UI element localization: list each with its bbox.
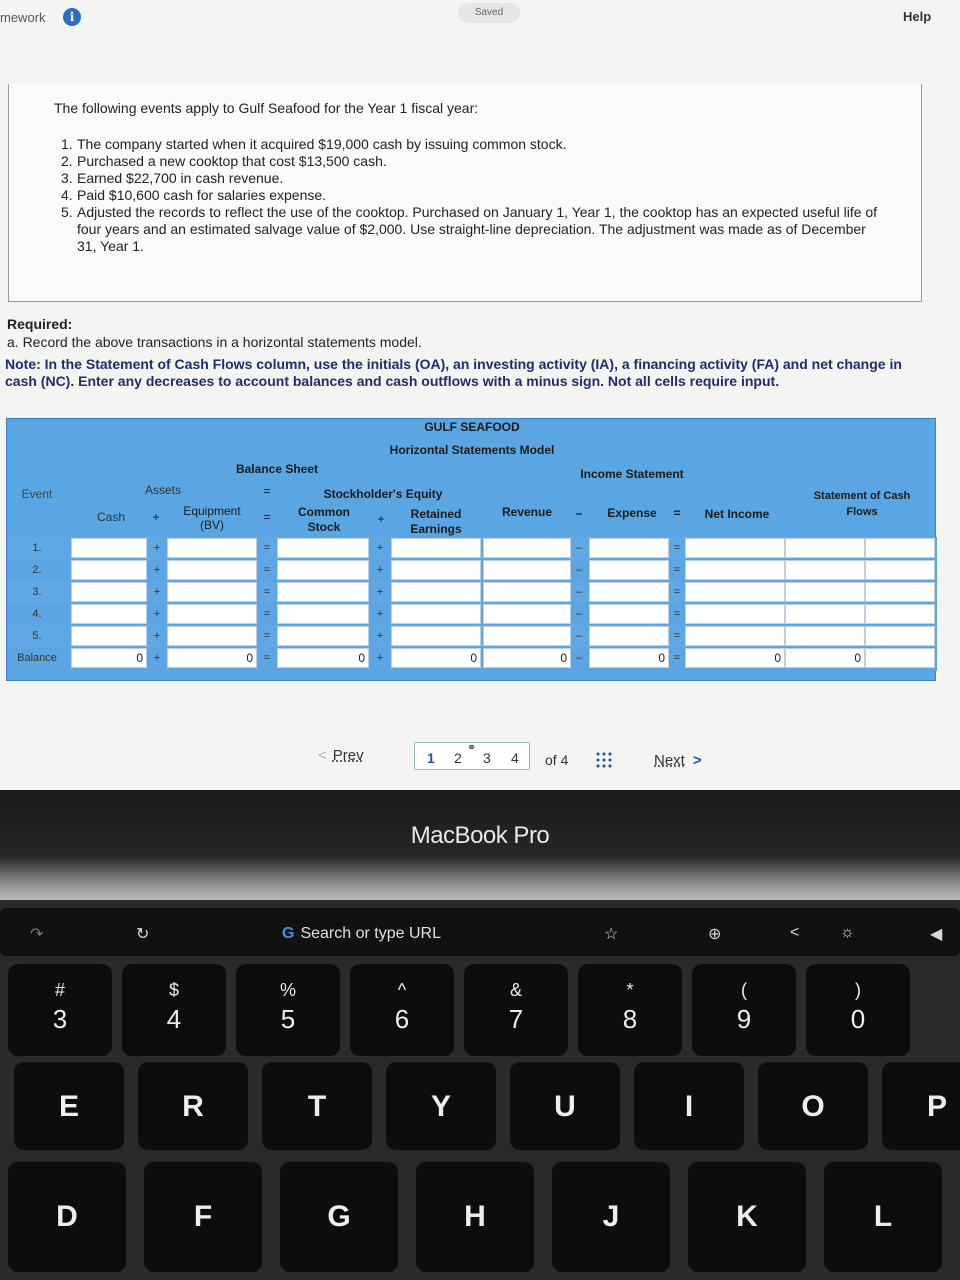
plus-sign: + <box>152 510 160 524</box>
input-retained-earnings[interactable] <box>391 538 481 558</box>
plus-sign: + <box>153 630 161 642</box>
key-l[interactable]: L <box>824 1162 942 1272</box>
input-cash-flows-type[interactable] <box>865 560 935 580</box>
input-retained-earnings[interactable] <box>391 582 481 602</box>
key-5[interactable]: % 5 <box>236 964 340 1056</box>
link-icon: ⚭ <box>467 742 477 754</box>
input-equipment[interactable] <box>167 582 257 602</box>
equals-sign: = <box>263 608 271 620</box>
info-icon[interactable]: i <box>63 8 81 26</box>
input-net-income[interactable] <box>685 626 785 646</box>
plus-sign: + <box>153 564 161 576</box>
key-0[interactable]: ) 0 <box>806 964 910 1056</box>
key-d[interactable]: D <box>8 1162 126 1272</box>
expense-header: Expense <box>607 506 657 520</box>
input-cash-flows-type[interactable] <box>865 582 935 602</box>
plus-sign: + <box>376 542 384 554</box>
balance-retained-earnings: 0 <box>391 648 481 668</box>
key-y[interactable]: Y <box>386 1062 496 1150</box>
key-j[interactable]: J <box>552 1162 670 1272</box>
equals-sign: = <box>263 484 271 498</box>
touchbar-url[interactable]: G Search or type URL <box>282 925 441 942</box>
input-common-stock[interactable] <box>277 604 369 624</box>
key-6[interactable]: ^ 6 <box>350 964 454 1056</box>
input-cash-flows-amount[interactable] <box>785 560 865 580</box>
equals-sign: = <box>263 564 271 576</box>
balance-expense: 0 <box>589 648 669 668</box>
plus-sign: + <box>376 608 384 620</box>
touch-bar[interactable] <box>0 908 960 956</box>
event-item: 1. The company started when it acquired $19,000 cash by issuing common stock. <box>61 136 567 152</box>
input-cash[interactable] <box>71 560 147 580</box>
volume-icon[interactable]: ◀ <box>930 926 943 943</box>
input-net-income[interactable] <box>685 604 785 624</box>
common-stock-header-1: Common <box>298 505 350 519</box>
saved-status-badge: Saved <box>458 3 520 23</box>
input-revenue[interactable] <box>483 538 571 558</box>
question-intro: The following events apply to Gulf Seafood for the Year 1 fiscal year: <box>54 100 479 116</box>
minus-sign: – <box>575 506 583 520</box>
minus-sign: – <box>575 564 583 576</box>
plus-sign: + <box>376 652 384 664</box>
plus-sign: + <box>153 608 161 620</box>
equals-sign: = <box>673 608 681 620</box>
key-r[interactable]: R <box>138 1062 248 1150</box>
macbook-label: MacBook Pro <box>410 822 550 849</box>
input-revenue[interactable] <box>483 582 571 602</box>
company-name: GULF SEAFOOD <box>424 420 520 434</box>
input-cash-flows-type[interactable] <box>865 626 935 646</box>
prev-button[interactable]: < Prev <box>318 747 364 764</box>
equals-sign: = <box>673 542 681 554</box>
reload-icon[interactable]: ↻ <box>136 926 150 943</box>
arrow-icon: ↷ <box>30 926 44 943</box>
key-g[interactable]: G <box>280 1162 398 1272</box>
input-common-stock[interactable] <box>277 582 369 602</box>
event-item: 4. Paid $10,600 cash for salaries expense. <box>61 187 327 203</box>
plus-sign: + <box>376 564 384 576</box>
help-link[interactable]: Help <box>903 9 932 24</box>
input-revenue[interactable] <box>483 560 571 580</box>
input-net-income[interactable] <box>685 582 785 602</box>
minus-sign: – <box>575 608 583 620</box>
input-expense[interactable] <box>589 582 669 602</box>
model-subtitle: Horizontal Statements Model <box>389 443 555 457</box>
equals-sign: = <box>673 506 681 520</box>
event-row-label: 1. <box>32 542 42 554</box>
plus-sign: + <box>153 652 161 664</box>
balance-common-stock: 0 <box>277 648 369 668</box>
net-income-header: Net Income <box>704 507 770 521</box>
minus-sign: – <box>575 652 583 664</box>
page-link[interactable]: 2 <box>454 750 462 766</box>
minus-sign: – <box>575 542 583 554</box>
key-9[interactable]: ( 9 <box>692 964 796 1056</box>
key-4[interactable]: $ 4 <box>122 964 226 1056</box>
input-cash[interactable] <box>71 626 147 646</box>
balance-sheet-header: Balance Sheet <box>235 462 319 476</box>
chevron-left-icon[interactable]: < <box>790 924 800 941</box>
google-icon: G <box>282 925 295 942</box>
retained-earnings-header-1: Retained <box>410 507 462 521</box>
revenue-header: Revenue <box>501 505 553 519</box>
key-h[interactable]: H <box>416 1162 534 1272</box>
assets-header: Assets <box>144 483 181 497</box>
star-icon[interactable]: ☆ <box>604 926 619 943</box>
homework-title: mework <box>0 10 46 25</box>
equals-sign: = <box>673 652 681 664</box>
minus-sign: – <box>575 586 583 598</box>
event-row-label: 4. <box>32 608 42 620</box>
required-label: Required: <box>7 316 73 332</box>
part-a-instruction: a. Record the above transactions in a horizontal statements model. <box>7 334 422 350</box>
plus-sign: + <box>376 630 384 642</box>
plus-sign: + <box>153 586 161 598</box>
input-retained-earnings[interactable] <box>391 626 481 646</box>
event-item: 5. Adjusted the records to reflect the use of the cooktop. Purchased on January 1, Year 1, the cooktop has an expected useful life of four years and an estimated salvage value of $2,000. Use straight-line depreciation. The adjustment was made as of December 31, Year 1. <box>61 204 878 254</box>
chevron-left-icon: < <box>318 747 327 764</box>
horizontal-statements-model <box>6 418 936 681</box>
input-equipment[interactable] <box>167 604 257 624</box>
key-t[interactable]: T <box>262 1062 372 1150</box>
input-equipment[interactable] <box>167 626 257 646</box>
income-statement-header: Income Statement <box>580 467 684 481</box>
input-equipment[interactable] <box>167 538 257 558</box>
input-cash-flows-amount[interactable] <box>785 582 865 602</box>
event-header: Event <box>21 487 53 501</box>
equals-sign: = <box>263 630 271 642</box>
event-row-label: 5. <box>32 630 42 642</box>
key-o[interactable]: O <box>758 1062 868 1150</box>
key-8[interactable]: * 8 <box>578 964 682 1056</box>
balance-revenue: 0 <box>483 648 571 668</box>
input-cash[interactable] <box>71 538 147 558</box>
equals-sign: = <box>673 564 681 576</box>
input-equipment[interactable] <box>167 560 257 580</box>
input-common-stock[interactable] <box>277 560 369 580</box>
input-net-income[interactable] <box>685 538 785 558</box>
common-stock-header-2: Stock <box>307 520 341 534</box>
input-expense[interactable] <box>589 604 669 624</box>
cash-header: Cash <box>96 510 125 524</box>
equals-sign: = <box>263 510 271 524</box>
balance-cash-flows-amount: 0 <box>785 648 865 668</box>
chevron-right-icon: > <box>692 752 702 769</box>
page-link[interactable]: 3 <box>483 750 491 766</box>
input-expense[interactable] <box>589 538 669 558</box>
event-item: 2. Purchased a new cooktop that cost $13,500 cash. <box>61 153 387 169</box>
key-u[interactable]: U <box>510 1062 620 1150</box>
input-cash-flows-amount[interactable] <box>785 626 865 646</box>
input-expense[interactable] <box>589 560 669 580</box>
event-row-label: 2. <box>32 564 42 576</box>
equals-sign: = <box>263 542 271 554</box>
equals-sign: = <box>673 630 681 642</box>
page-selector <box>414 742 530 770</box>
input-cash-flows-amount[interactable] <box>785 604 865 624</box>
input-common-stock[interactable] <box>277 626 369 646</box>
page-link[interactable]: 4 <box>511 750 519 766</box>
cash-flows-header-1: Statement of Cash <box>813 490 911 502</box>
page-link[interactable]: 1 <box>427 750 435 766</box>
cash-flows-header-2: Flows <box>846 506 878 518</box>
input-cash-flows-type[interactable] <box>865 538 935 558</box>
equals-sign: = <box>263 586 271 598</box>
input-revenue[interactable] <box>483 604 571 624</box>
key-7[interactable]: & 7 <box>464 964 568 1056</box>
next-button[interactable]: Next > <box>654 752 702 769</box>
retained-earnings-header-2: Earnings <box>410 522 462 536</box>
input-retained-earnings[interactable] <box>391 604 481 624</box>
balance-cash: 0 <box>71 648 147 668</box>
input-retained-earnings[interactable] <box>391 560 481 580</box>
minus-sign: – <box>575 630 583 642</box>
plus-sign: + <box>377 512 385 526</box>
balance-equipment: 0 <box>167 648 257 668</box>
input-cash-flows-type[interactable] <box>865 604 935 624</box>
input-cash-flows-amount[interactable] <box>785 538 865 558</box>
equals-sign: = <box>673 586 681 598</box>
balance-row-label: Balance <box>17 652 57 664</box>
plus-sign: + <box>376 586 384 598</box>
input-cash[interactable] <box>71 604 147 624</box>
event-item: 3. Earned $22,700 in cash revenue. <box>61 170 284 186</box>
balance-cash-flows-type <box>865 648 935 668</box>
key-e[interactable]: E <box>14 1062 124 1150</box>
event-list <box>61 136 881 255</box>
stockholders-equity-header: Stockholder's Equity <box>323 487 443 501</box>
event-row-label: 3. <box>32 586 42 598</box>
input-common-stock[interactable] <box>277 538 369 558</box>
question-box <box>8 84 922 302</box>
key-3[interactable]: # 3 <box>8 964 112 1056</box>
key-f[interactable]: F <box>144 1162 262 1272</box>
keyboard <box>0 900 960 1280</box>
key-i[interactable]: I <box>634 1062 744 1150</box>
input-expense[interactable] <box>589 626 669 646</box>
input-cash[interactable] <box>71 582 147 602</box>
instruction-note: Note: In the Statement of Cash Flows column, use the initials (OA), an investing activity (IA), a financing activity (FA) and net change in cash (NC). Enter any decreases to account balances and cash outflows with a minus sign. Not all cells require input. <box>5 356 902 389</box>
equipment-header: Equipment <box>183 504 241 518</box>
input-revenue[interactable] <box>483 626 571 646</box>
grid-icon[interactable] <box>595 751 612 768</box>
balance-net-income: 0 <box>685 648 785 668</box>
key-p[interactable]: P <box>882 1062 960 1150</box>
equipment-bv-header: (BV) <box>200 518 224 532</box>
plus-sign: + <box>153 542 161 554</box>
brightness-icon[interactable]: ☼ <box>840 924 855 941</box>
equals-sign: = <box>263 652 271 664</box>
input-net-income[interactable] <box>685 560 785 580</box>
key-k[interactable]: K <box>688 1162 806 1272</box>
new-tab-icon[interactable]: ⊕ <box>708 926 722 943</box>
laptop-bezel <box>0 790 960 900</box>
page-count: of 4 <box>545 752 569 768</box>
